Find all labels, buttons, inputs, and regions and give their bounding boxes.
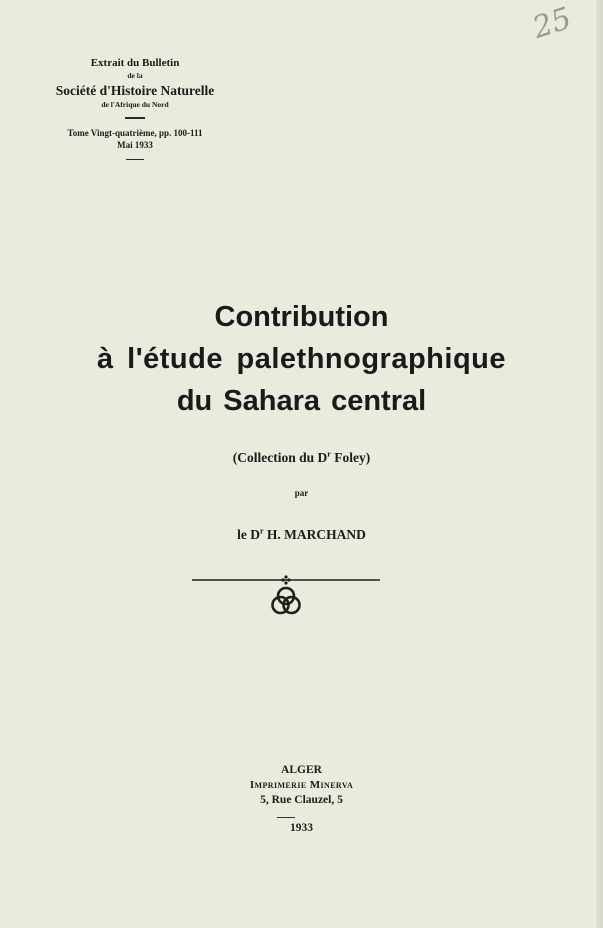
header-date: Mai 1933 bbox=[117, 140, 153, 150]
header-afrique: de l'Afrique du Nord bbox=[101, 100, 169, 109]
printer-ornament bbox=[192, 573, 380, 623]
handwritten-page-number: 25 bbox=[528, 0, 576, 47]
author-text-after: H. MARCHAND bbox=[263, 527, 366, 542]
borromean-rings-icon bbox=[273, 588, 300, 613]
author-line bbox=[0, 527, 603, 543]
title-line-3: du Sahara central bbox=[176, 385, 427, 417]
collection-text-before: (Collection du D bbox=[232, 450, 328, 465]
header-extrait: Extrait du Bulletin bbox=[90, 57, 180, 69]
header-divider-bottom bbox=[126, 159, 144, 160]
author-sup: r bbox=[259, 526, 264, 536]
title-line-1: Contribution bbox=[214, 301, 389, 333]
imprint-address: 5, Rue Clauzel, 5 bbox=[260, 794, 343, 806]
imprint-printer: Imprimerie Minerva bbox=[249, 779, 354, 791]
year-divider bbox=[277, 817, 295, 818]
header-tome: Tome Vingt-quatrième, pp. 100-111 bbox=[67, 128, 203, 138]
document-title bbox=[0, 296, 603, 422]
bulletin-header bbox=[28, 56, 242, 160]
publication-year: 1933 bbox=[290, 822, 313, 834]
header-divider bbox=[125, 117, 145, 119]
collection-note bbox=[0, 450, 603, 466]
header-societe: Société d'Histoire Naturelle bbox=[55, 83, 215, 98]
collection-sup: r bbox=[327, 449, 331, 459]
header-de-la: de la bbox=[127, 71, 143, 80]
par-label: par bbox=[294, 488, 309, 498]
imprint-block bbox=[0, 763, 603, 808]
imprint-city: ALGER bbox=[281, 764, 322, 776]
title-line-2: à l'étude palethnographique bbox=[96, 343, 507, 375]
author-text-before: le D bbox=[237, 527, 260, 542]
collection-text-after: Foley) bbox=[330, 450, 371, 465]
